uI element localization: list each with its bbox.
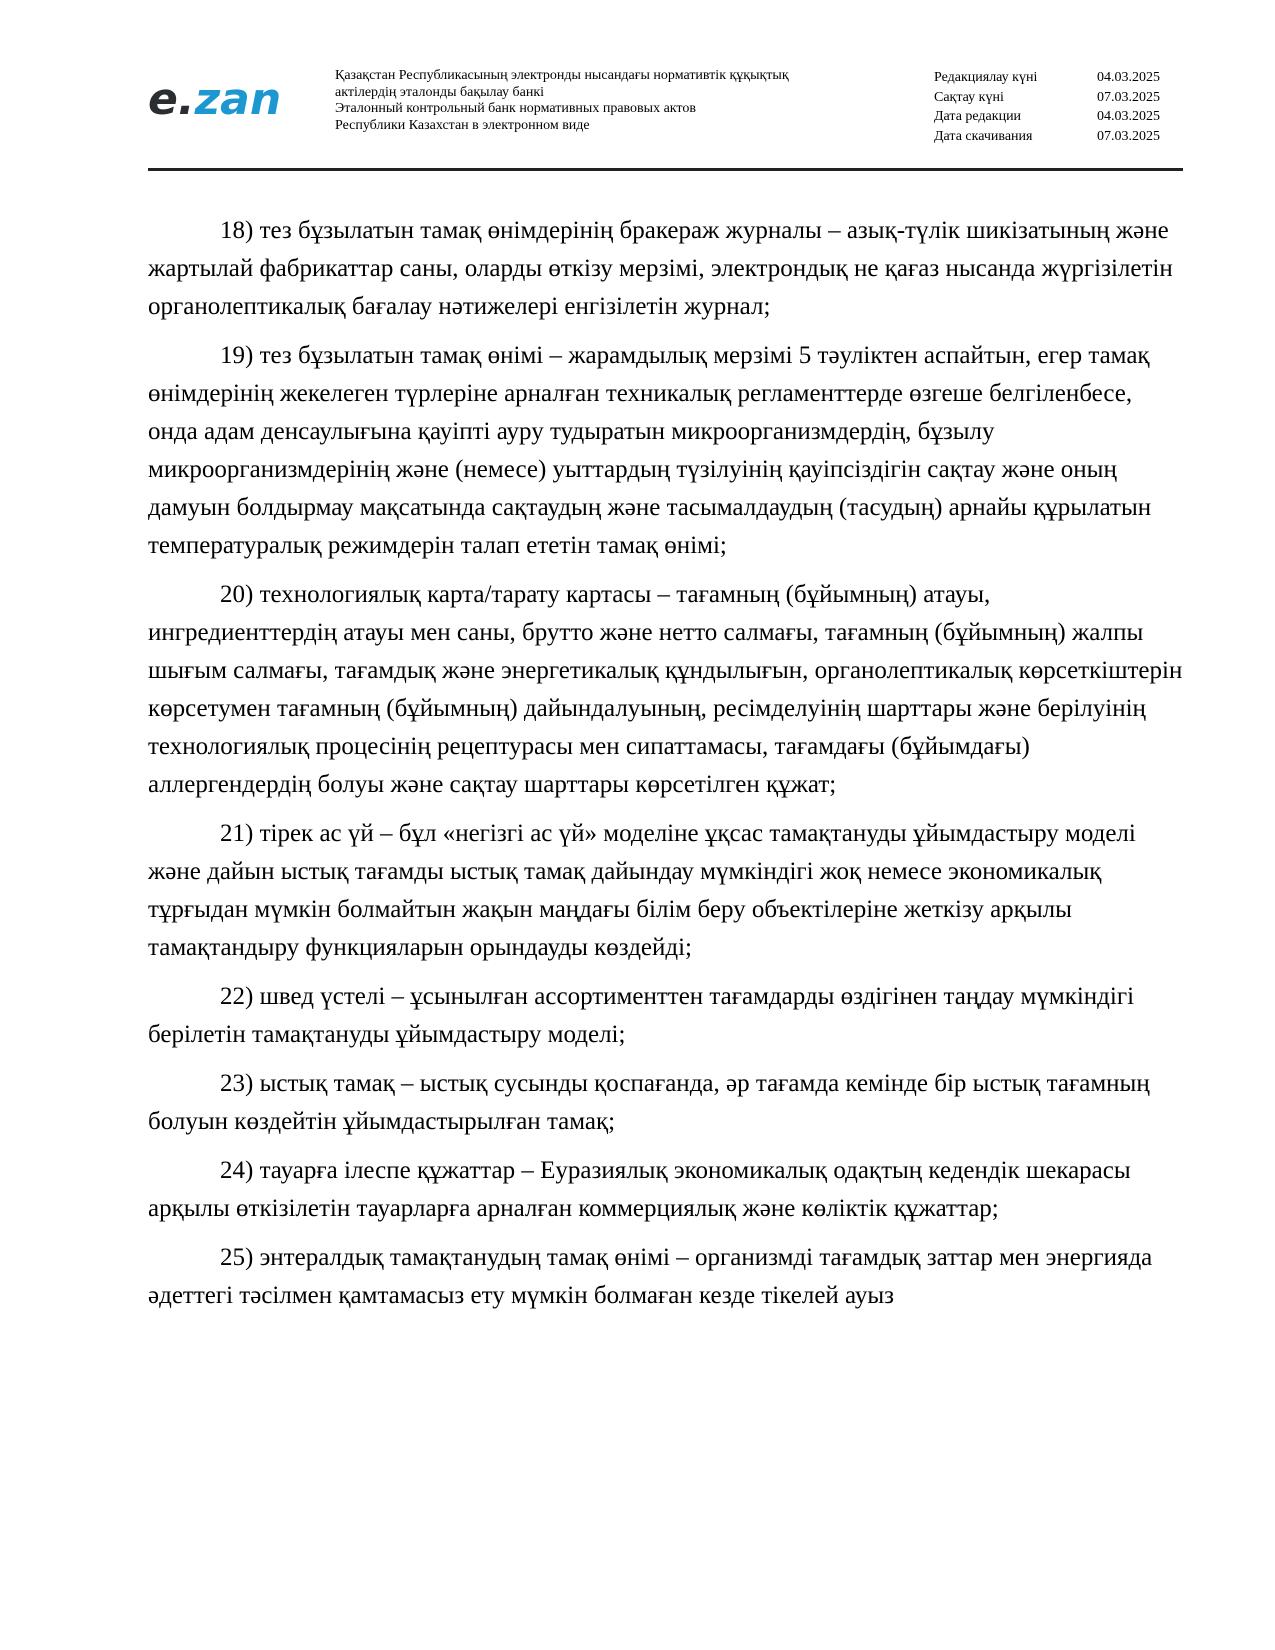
bank-line: Қазақстан Республикасының электронды нысандағы нормативтік құқықтық [335,68,789,83]
meta-value: 04.03.2025 [1097,70,1160,85]
paragraph-item-21: 21) тірек ас үй – бұл «негізгі ас үй» моделіне ұқсас тамақтануды ұйымдастыру моделі және дайын ыстық тағамды ыстық тамақ дайындау мүмкіндігі жоқ немесе экономикалық тұрғыдан мүмкін болмайтын жақын маңдағы білім беру объектілеріне жеткізу арқылы тамақтандыру функцияларын орындауды көздейді; [148,820,1136,961]
bank-line: актілердің эталонды бақылау банкі [335,84,545,100]
logo-part-zan: zan [194,74,282,125]
paragraph-item-25: 25) энтералдық тамақтанудың тамақ өнімі – организмді тағамдық заттар мен энергияда әдеттегі тәсілмен қамтамасыз ету мүмкін болмаған кезде тікелей ауыз [148,1244,1153,1309]
meta-row [934,107,1184,127]
ezan-logo [148,74,282,125]
paragraph-item-20: 20) технологиялық карта/тарату картасы – тағамның (бұйымның) атауы, ингредиенттердің атауы мен саны, брутто және нетто салмағы, тағамның (бұйымның) жалпы шығым салмағы, тағамдық және энергетикалық құндылығын, органолептикалық көрсеткіштерін көрсетумен тағамның (бұйымның) дайындалуының, ресімделуінің шарттары және берілуінің технологиялық процесінің рецептурасы мен сипаттамасы, тағамдағы (бұйымдағы) аллергендердің болуы және сақтау шарттары көрсетілген құжат; [148,581,1183,798]
logo-part-e: e [148,74,178,125]
bank-description [335,68,895,134]
bank-line: Эталонный контрольный банк нормативных правовых актов [335,101,696,116]
meta-row [934,88,1184,108]
document-dates [934,68,1184,146]
bank-line: Республики Казахстан в электронном виде [335,117,590,133]
meta-row [934,68,1184,88]
document-header [148,64,1183,171]
meta-label: Дата редакции [934,109,1022,124]
meta-label: Дата скачивания [934,128,1033,144]
logo-dot: . [177,74,195,125]
paragraph-item-18: 18) тез бұзылатын тамақ өнімдерінің бракераж журналы – азық-түлік шикізатының және жартылай фабрикаттар саны, оларды өткізу мерзімі, электрондық не қағаз нысанда жүргізілетін органолептикалық бағалау нәтижелері енгізілетін журнал; [148,217,1173,320]
paragraph-item-24: 24) тауарға ілеспе құжаттар – Еуразиялық экономикалық одақтың кедендік шекарасы арқылы өткізілетін тауарларға арналған коммерциялық және көліктік құжаттар; [148,1157,1131,1222]
paragraph-item-22: 22) швед үстелі – ұсынылған ассортименттен тағамдарды өздігінен таңдау мүмкіндігі берілетін тамақтануды ұйымдастыру моделі; [148,983,1135,1048]
paragraph-item-23: 23) ыстық тамақ – ыстық сусынды қоспағанда, әр тағамда кемінде бір ыстық тағамның болуын көздейтін ұйымдастырылған тамақ; [148,1070,1150,1135]
meta-value: 07.03.2025 [1097,128,1160,144]
meta-row [934,127,1184,147]
meta-label: Редакциялау күні [934,70,1038,85]
meta-label: Сақтау күні [934,89,1004,105]
meta-value: 04.03.2025 [1097,109,1160,124]
document-body [148,212,1183,1326]
meta-value: 07.03.2025 [1097,89,1160,105]
paragraph-item-19: 19) тез бұзылатын тамақ өнімі – жарамдылық мерзімі 5 тәуліктен аспайтын, егер тамақ өнімдерінің жекелеген түрлеріне арналған техникалық регламенттерде өзгеше белгіленбесе, онда адам денсаулығына қауіпті ауру тудыратын микроорганизмдердің, бұзылу микроорганизмдерінің және (немесе) уыттардың түзілуінің қауіпсіздігін сақтау және оның дамуын болдырмау мақсатында сақтаудың және тасымалдаудың (тасудың) арнайы құрылатын температуралық режимдерін талап ететін тамақ өнімі; [148,342,1152,559]
